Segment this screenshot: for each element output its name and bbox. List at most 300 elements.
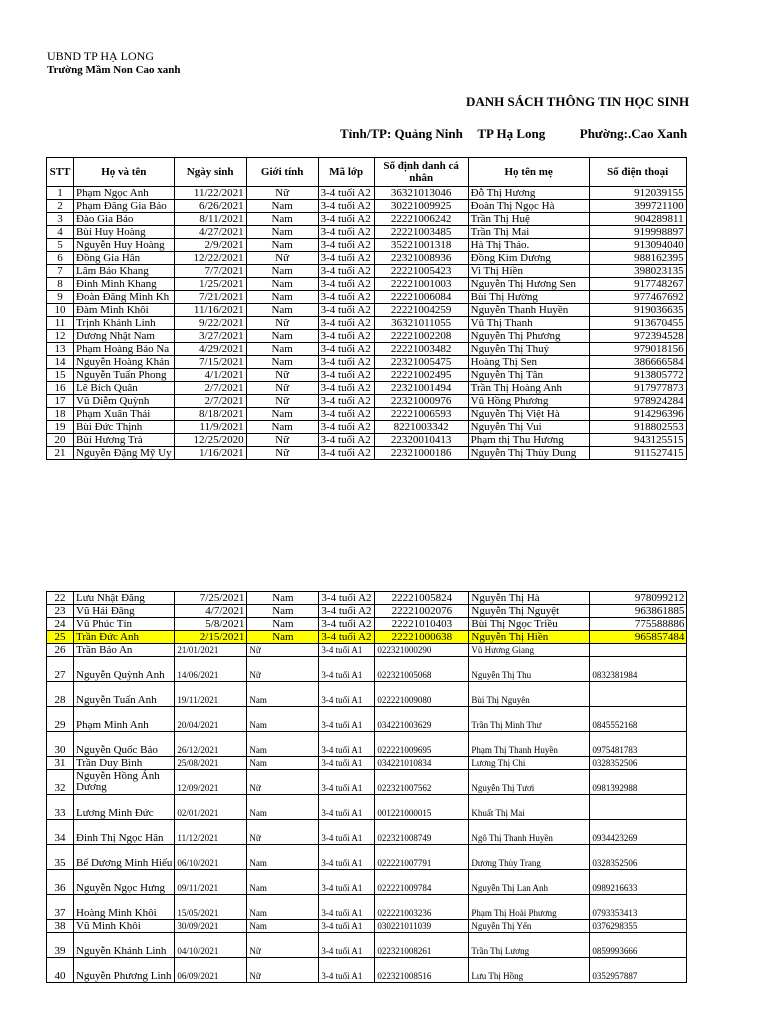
- table-row: [47, 707, 687, 732]
- class-cell: 3-4 tuổi A1: [319, 757, 375, 770]
- dob-cell: 2/7/2021: [174, 382, 246, 395]
- dob-cell: 06/10/2021: [175, 845, 247, 870]
- id-cell: 022321007562: [375, 770, 469, 795]
- mother-cell: Nguyễn Thị Phương: [468, 330, 589, 343]
- class-cell: 3-4 tuổi A2: [318, 343, 374, 356]
- phone-cell: 972394528: [589, 330, 686, 343]
- name-cell: Nguyễn Hoàng Khán: [74, 356, 175, 369]
- name-cell: Đinh Minh Khang: [74, 278, 175, 291]
- gender-cell: Nam: [246, 356, 318, 369]
- stt-cell: 3: [47, 213, 74, 226]
- class-cell: 3-4 tuổi A2: [318, 304, 374, 317]
- id-cell: 36321013046: [374, 187, 468, 200]
- gender-cell: Nam: [246, 343, 318, 356]
- id-cell: 022221009784: [375, 870, 469, 895]
- phone-cell: 398023135: [589, 265, 686, 278]
- stt-cell: 26: [47, 644, 74, 657]
- mother-cell: Dương Thùy Trang: [469, 845, 590, 870]
- id-cell: 22221005824: [375, 592, 469, 605]
- dob-cell: 4/7/2021: [175, 605, 247, 618]
- phone-cell: [590, 795, 687, 820]
- gender-cell: Nữ: [247, 820, 319, 845]
- name-cell: Vũ Minh Khôi: [74, 920, 175, 933]
- table-row: [47, 239, 687, 252]
- stt-cell: 29: [47, 707, 74, 732]
- class-cell: 3-4 tuổi A1: [319, 895, 375, 920]
- class-cell: 3-4 tuổi A1: [319, 845, 375, 870]
- dob-cell: 11/22/2021: [174, 187, 246, 200]
- id-cell: 030221011039: [375, 920, 469, 933]
- name-cell: Trần Bảo An: [74, 644, 175, 657]
- phone-cell: 979018156: [589, 343, 686, 356]
- dob-cell: 21/01/2021: [175, 644, 247, 657]
- mother-cell: Phạm Thị Hoài Phương: [469, 895, 590, 920]
- table-row: [47, 958, 687, 983]
- class-cell: 3-4 tuổi A2: [318, 421, 374, 434]
- gender-cell: Nam: [246, 265, 318, 278]
- mother-cell: Bùi Thị Ngọc Triều: [469, 618, 590, 631]
- stt-cell: 16: [47, 382, 74, 395]
- stt-cell: 36: [47, 870, 74, 895]
- mother-cell: Lương Thị Chi: [469, 757, 590, 770]
- col-class: Mã lớp: [318, 158, 374, 187]
- phone-cell: 965857484: [590, 631, 687, 644]
- stt-cell: 10: [47, 304, 74, 317]
- dob-cell: 2/7/2021: [174, 395, 246, 408]
- phone-cell: 0981392988: [590, 770, 687, 795]
- gender-cell: Nữ: [246, 447, 318, 460]
- stt-cell: 40: [47, 958, 74, 983]
- col-dob: Ngày sinh: [174, 158, 246, 187]
- gender-cell: Nữ: [246, 434, 318, 447]
- class-cell: 3-4 tuổi A2: [318, 395, 374, 408]
- gender-cell: Nam: [247, 605, 319, 618]
- stt-cell: 19: [47, 421, 74, 434]
- id-cell: 22221006593: [374, 408, 468, 421]
- table-row: [47, 920, 687, 933]
- gender-cell: Nữ: [246, 252, 318, 265]
- gender-cell: Nam: [247, 707, 319, 732]
- id-cell: 022221009080: [375, 682, 469, 707]
- class-cell: 3-4 tuổi A1: [319, 682, 375, 707]
- class-cell: 3-4 tuổi A2: [318, 330, 374, 343]
- table-row: [47, 213, 687, 226]
- phone-cell: [590, 644, 687, 657]
- name-cell: Đinh Thị Ngọc Hân: [74, 820, 175, 845]
- name-cell: Nguyễn Khánh Linh: [74, 933, 175, 958]
- id-cell: 8221003342: [374, 421, 468, 434]
- name-cell: Vũ Phúc Tín: [74, 618, 175, 631]
- dob-cell: 12/25/2020: [174, 434, 246, 447]
- mother-cell: Trần Thị Mai: [468, 226, 589, 239]
- gender-cell: Nam: [246, 304, 318, 317]
- id-cell: 022221009695: [375, 732, 469, 757]
- col-mother: Họ tên mẹ: [468, 158, 589, 187]
- stt-cell: 24: [47, 618, 74, 631]
- dob-cell: 11/12/2021: [175, 820, 247, 845]
- table-row: [47, 895, 687, 920]
- dob-cell: 7/21/2021: [174, 291, 246, 304]
- dob-cell: 1/16/2021: [174, 447, 246, 460]
- name-cell: Hoàng Minh Khôi: [74, 895, 175, 920]
- stt-cell: 17: [47, 395, 74, 408]
- gender-cell: Nam: [246, 226, 318, 239]
- name-cell: Lương Minh Đức: [74, 795, 175, 820]
- id-cell: 022321005068: [375, 657, 469, 682]
- table-row: [47, 200, 687, 213]
- table-row: [47, 592, 687, 605]
- dob-cell: 11/9/2021: [174, 421, 246, 434]
- stt-cell: 21: [47, 447, 74, 460]
- mother-cell: Khuất Thị Mai: [469, 795, 590, 820]
- id-cell: 022321008516: [375, 958, 469, 983]
- mother-cell: Nguyễn Thị Thu: [469, 657, 590, 682]
- phone-cell: 913094040: [589, 239, 686, 252]
- class-cell: 3-4 tuổi A2: [318, 317, 374, 330]
- gender-cell: Nữ: [247, 644, 319, 657]
- id-cell: 022321008261: [375, 933, 469, 958]
- name-cell: Nguyễn Phương Linh: [74, 958, 175, 983]
- phone-cell: 912039155: [589, 187, 686, 200]
- class-cell: 3-4 tuổi A1: [319, 732, 375, 757]
- dob-cell: 26/12/2021: [175, 732, 247, 757]
- stt-cell: 27: [47, 657, 74, 682]
- gender-cell: Nữ: [246, 382, 318, 395]
- dob-cell: 7/15/2021: [174, 356, 246, 369]
- name-cell: Vũ Diễm Quỳnh: [74, 395, 175, 408]
- gender-cell: Nữ: [246, 369, 318, 382]
- table-row: [47, 870, 687, 895]
- mother-cell: Nguyễn Thị Vui: [468, 421, 589, 434]
- dob-cell: 09/11/2021: [175, 870, 247, 895]
- stt-cell: 37: [47, 895, 74, 920]
- id-cell: 034221010834: [375, 757, 469, 770]
- id-cell: 22221003485: [374, 226, 468, 239]
- id-cell: 22320010413: [374, 434, 468, 447]
- table-row: [47, 757, 687, 770]
- gender-cell: Nam: [246, 291, 318, 304]
- dob-cell: 02/01/2021: [175, 795, 247, 820]
- table-row: [47, 605, 687, 618]
- id-cell: 22221006242: [374, 213, 468, 226]
- dob-cell: 06/09/2021: [175, 958, 247, 983]
- class-cell: 3-4 tuổi A2: [318, 213, 374, 226]
- class-cell: 3-4 tuổi A2: [319, 631, 375, 644]
- phone-cell: 0989216633: [590, 870, 687, 895]
- class-cell: 3-4 tuổi A2: [318, 382, 374, 395]
- id-cell: 22321000186: [374, 447, 468, 460]
- name-cell: Trần Đức Anh: [74, 631, 175, 644]
- gender-cell: Nữ: [246, 317, 318, 330]
- phone-cell: 775588886: [590, 618, 687, 631]
- stt-cell: 31: [47, 757, 74, 770]
- phone-cell: 943125515: [589, 434, 686, 447]
- phone-cell: 919998897: [589, 226, 686, 239]
- table-row: [47, 304, 687, 317]
- mother-cell: Trần Thị Minh Thư: [469, 707, 590, 732]
- table-row: [47, 265, 687, 278]
- stt-cell: 39: [47, 933, 74, 958]
- stt-cell: 22: [47, 592, 74, 605]
- phone-cell: 918802553: [589, 421, 686, 434]
- dob-cell: 2/15/2021: [175, 631, 247, 644]
- name-cell: Đàm Minh Khôi: [74, 304, 175, 317]
- stt-cell: 33: [47, 795, 74, 820]
- dob-cell: 12/22/2021: [174, 252, 246, 265]
- col-gender: Giới tính: [246, 158, 318, 187]
- stt-cell: 11: [47, 317, 74, 330]
- phone-cell: 917748267: [589, 278, 686, 291]
- phone-cell: 399721100: [589, 200, 686, 213]
- table-row: [47, 252, 687, 265]
- id-cell: 30221009925: [374, 200, 468, 213]
- dob-cell: 7/25/2021: [175, 592, 247, 605]
- col-stt: STT: [47, 158, 74, 187]
- dob-cell: 15/05/2021: [175, 895, 247, 920]
- phone-cell: [590, 682, 687, 707]
- mother-cell: Nguyễn Thị Hà: [469, 592, 590, 605]
- dob-cell: 6/26/2021: [174, 200, 246, 213]
- dob-cell: 8/18/2021: [174, 408, 246, 421]
- table-row: [47, 382, 687, 395]
- name-cell: Nguyễn Huy Hoàng: [74, 239, 175, 252]
- stt-cell: 32: [47, 770, 74, 795]
- dob-cell: 4/29/2021: [174, 343, 246, 356]
- phone-cell: 988162395: [589, 252, 686, 265]
- id-cell: 22321000976: [374, 395, 468, 408]
- mother-cell: Nguyễn Thị Thuỷ: [468, 343, 589, 356]
- mother-cell: Trần Thị Huệ: [468, 213, 589, 226]
- stt-cell: 38: [47, 920, 74, 933]
- name-cell: Đào Gia Bảo: [74, 213, 175, 226]
- table-row: [47, 732, 687, 757]
- table-row: [47, 820, 687, 845]
- id-cell: 22221004259: [374, 304, 468, 317]
- table-row: [47, 356, 687, 369]
- class-cell: 3-4 tuổi A1: [319, 933, 375, 958]
- phone-cell: 904289811: [589, 213, 686, 226]
- gender-cell: Nữ: [247, 657, 319, 682]
- table-row: [47, 657, 687, 682]
- table-row: [47, 291, 687, 304]
- phone-cell: 911527415: [589, 447, 686, 460]
- mother-cell: Hà Thị Thảo.: [468, 239, 589, 252]
- stt-cell: 13: [47, 343, 74, 356]
- gender-cell: Nam: [246, 278, 318, 291]
- location-line: [340, 126, 687, 142]
- mother-cell: Vũ Hồng Phương: [468, 395, 589, 408]
- gender-cell: Nữ: [247, 933, 319, 958]
- class-cell: 3-4 tuổi A2: [318, 200, 374, 213]
- mother-cell: Nguyễn Thị Tân: [468, 369, 589, 382]
- class-cell: 3-4 tuổi A1: [319, 920, 375, 933]
- phone-cell: 0352957887: [590, 958, 687, 983]
- mother-cell: Đỗ Thị Hương: [468, 187, 589, 200]
- name-cell: Đồng Gia Hân: [74, 252, 175, 265]
- class-cell: 3-4 tuổi A1: [319, 644, 375, 657]
- gender-cell: Nam: [247, 682, 319, 707]
- dob-cell: 1/25/2021: [174, 278, 246, 291]
- stt-cell: 18: [47, 408, 74, 421]
- dob-cell: 14/06/2021: [175, 657, 247, 682]
- stt-cell: 30: [47, 732, 74, 757]
- gender-cell: Nam: [247, 592, 319, 605]
- phone-cell: 917977873: [589, 382, 686, 395]
- student-table-page2: [46, 591, 687, 983]
- table-row: [47, 631, 687, 644]
- name-cell: Đoàn Đăng Minh Kh: [74, 291, 175, 304]
- gender-cell: Nam: [247, 920, 319, 933]
- class-cell: 3-4 tuổi A2: [318, 447, 374, 460]
- dob-cell: 20/04/2021: [175, 707, 247, 732]
- name-cell: Nguyễn Ngọc Hưng: [74, 870, 175, 895]
- class-cell: 3-4 tuổi A2: [318, 265, 374, 278]
- phone-cell: 0975481783: [590, 732, 687, 757]
- mother-cell: Đoàn Thị Ngọc Hà: [468, 200, 589, 213]
- dob-cell: 7/7/2021: [174, 265, 246, 278]
- gender-cell: Nữ: [247, 770, 319, 795]
- class-cell: 3-4 tuổi A2: [318, 356, 374, 369]
- name-cell: Bùi Huy Hoàng: [74, 226, 175, 239]
- mother-cell: Trần Thị Hoàng Anh: [468, 382, 589, 395]
- id-cell: 22221005423: [374, 265, 468, 278]
- table-header-row: [47, 158, 687, 187]
- name-cell: Lưu Nhật Đăng: [74, 592, 175, 605]
- stt-cell: 5: [47, 239, 74, 252]
- class-cell: 3-4 tuổi A1: [319, 870, 375, 895]
- gender-cell: Nam: [247, 870, 319, 895]
- gender-cell: Nam: [247, 757, 319, 770]
- name-cell: Nguyễn Tuấn Anh: [74, 682, 175, 707]
- phone-cell: 0934423269: [590, 820, 687, 845]
- col-phone: Số điện thoại: [589, 158, 686, 187]
- gender-cell: Nam: [247, 795, 319, 820]
- class-cell: 3-4 tuổi A2: [318, 408, 374, 421]
- mother-cell: Nguyễn Thị Yến: [469, 920, 590, 933]
- phone-cell: 919036635: [589, 304, 686, 317]
- name-cell: Vũ Hải Đăng: [74, 605, 175, 618]
- stt-cell: 12: [47, 330, 74, 343]
- table-row: [47, 845, 687, 870]
- city-label: TP Hạ Long: [477, 126, 546, 141]
- name-cell: Nguyễn Quốc Bảo: [74, 732, 175, 757]
- class-cell: 3-4 tuổi A1: [319, 820, 375, 845]
- gender-cell: Nam: [247, 732, 319, 757]
- gender-cell: Nữ: [247, 958, 319, 983]
- class-cell: 3-4 tuổi A2: [318, 369, 374, 382]
- name-cell: Phạm Ngọc Anh: [74, 187, 175, 200]
- class-cell: 3-4 tuổi A2: [318, 226, 374, 239]
- phone-cell: 0832381984: [590, 657, 687, 682]
- id-cell: 22221002076: [375, 605, 469, 618]
- name-cell: Bùi Đức Thịnh: [74, 421, 175, 434]
- id-cell: 22221006084: [374, 291, 468, 304]
- gender-cell: Nam: [247, 618, 319, 631]
- mother-cell: Vi Thị Hiền: [468, 265, 589, 278]
- id-cell: 22221001003: [374, 278, 468, 291]
- name-cell: Phạm Đăng Gia Bảo: [74, 200, 175, 213]
- id-cell: 022221003236: [375, 895, 469, 920]
- dob-cell: 5/8/2021: [175, 618, 247, 631]
- id-cell: 35221001318: [374, 239, 468, 252]
- table-row: [47, 408, 687, 421]
- phone-cell: 978924284: [589, 395, 686, 408]
- stt-cell: 35: [47, 845, 74, 870]
- table-row: [47, 682, 687, 707]
- mother-cell: Nguyễn Thị Hiền: [469, 631, 590, 644]
- dob-cell: 4/1/2021: [174, 369, 246, 382]
- table-row: [47, 369, 687, 382]
- name-cell: Trịnh Khánh Linh: [74, 317, 175, 330]
- gender-cell: Nam: [246, 408, 318, 421]
- col-id: Số định danh cá nhân: [374, 158, 468, 187]
- class-cell: 3-4 tuổi A2: [318, 278, 374, 291]
- name-cell: Phạm Xuân Thái: [74, 408, 175, 421]
- gender-cell: Nam: [247, 895, 319, 920]
- class-cell: 3-4 tuổi A2: [319, 618, 375, 631]
- gender-cell: Nam: [246, 421, 318, 434]
- class-cell: 3-4 tuổi A2: [318, 239, 374, 252]
- gender-cell: Nam: [246, 330, 318, 343]
- phone-cell: 0328352506: [590, 757, 687, 770]
- stt-cell: 2: [47, 200, 74, 213]
- dob-cell: 4/27/2021: [174, 226, 246, 239]
- stt-cell: 9: [47, 291, 74, 304]
- stt-cell: 4: [47, 226, 74, 239]
- class-cell: 3-4 tuổi A1: [319, 770, 375, 795]
- class-cell: 3-4 tuổi A2: [319, 605, 375, 618]
- ward-label: Phường:.Cao Xanh: [579, 126, 688, 141]
- class-cell: 3-4 tuổi A1: [319, 958, 375, 983]
- name-cell: Bùi Hương Trà: [74, 434, 175, 447]
- mother-cell: Trần Thị Lương: [469, 933, 590, 958]
- id-cell: 22221002495: [374, 369, 468, 382]
- class-cell: 3-4 tuổi A1: [319, 657, 375, 682]
- id-cell: 22221000638: [375, 631, 469, 644]
- phone-cell: 0793353413: [590, 895, 687, 920]
- stt-cell: 25: [47, 631, 74, 644]
- id-cell: 22321008936: [374, 252, 468, 265]
- name-cell: Bế Dương Minh Hiếu: [74, 845, 175, 870]
- phone-cell: 0859993666: [590, 933, 687, 958]
- id-cell: 22221010403: [375, 618, 469, 631]
- phone-cell: 386666584: [589, 356, 686, 369]
- name-cell: Phạm Hoàng Bảo Na: [74, 343, 175, 356]
- dob-cell: 19/11/2021: [175, 682, 247, 707]
- id-cell: 022221007791: [375, 845, 469, 870]
- phone-cell: 0376298355: [590, 920, 687, 933]
- dob-cell: 30/09/2021: [175, 920, 247, 933]
- gender-cell: Nam: [247, 845, 319, 870]
- table-body-page1: [47, 187, 687, 460]
- mother-cell: Nguyễn Thị Thùy Dung: [468, 447, 589, 460]
- mother-cell: Phạm Thị Thanh Huyền: [469, 732, 590, 757]
- name-cell: Nguyễn Đặng Mỹ Uy: [74, 447, 175, 460]
- table-row: [47, 187, 687, 200]
- mother-cell: Đồng Kim Dương: [468, 252, 589, 265]
- id-cell: 36321011055: [374, 317, 468, 330]
- mother-cell: Vũ Hương Giang: [469, 644, 590, 657]
- province-label: Tỉnh/TP: Quảng Ninh: [340, 126, 463, 141]
- stt-cell: 28: [47, 682, 74, 707]
- dob-cell: 25/08/2021: [175, 757, 247, 770]
- table-row: [47, 618, 687, 631]
- dob-cell: 3/27/2021: [174, 330, 246, 343]
- mother-cell: Hoàng Thị Sen: [468, 356, 589, 369]
- mother-cell: Lưu Thị Hồng: [469, 958, 590, 983]
- id-cell: 022321008749: [375, 820, 469, 845]
- phone-cell: 0328352506: [590, 845, 687, 870]
